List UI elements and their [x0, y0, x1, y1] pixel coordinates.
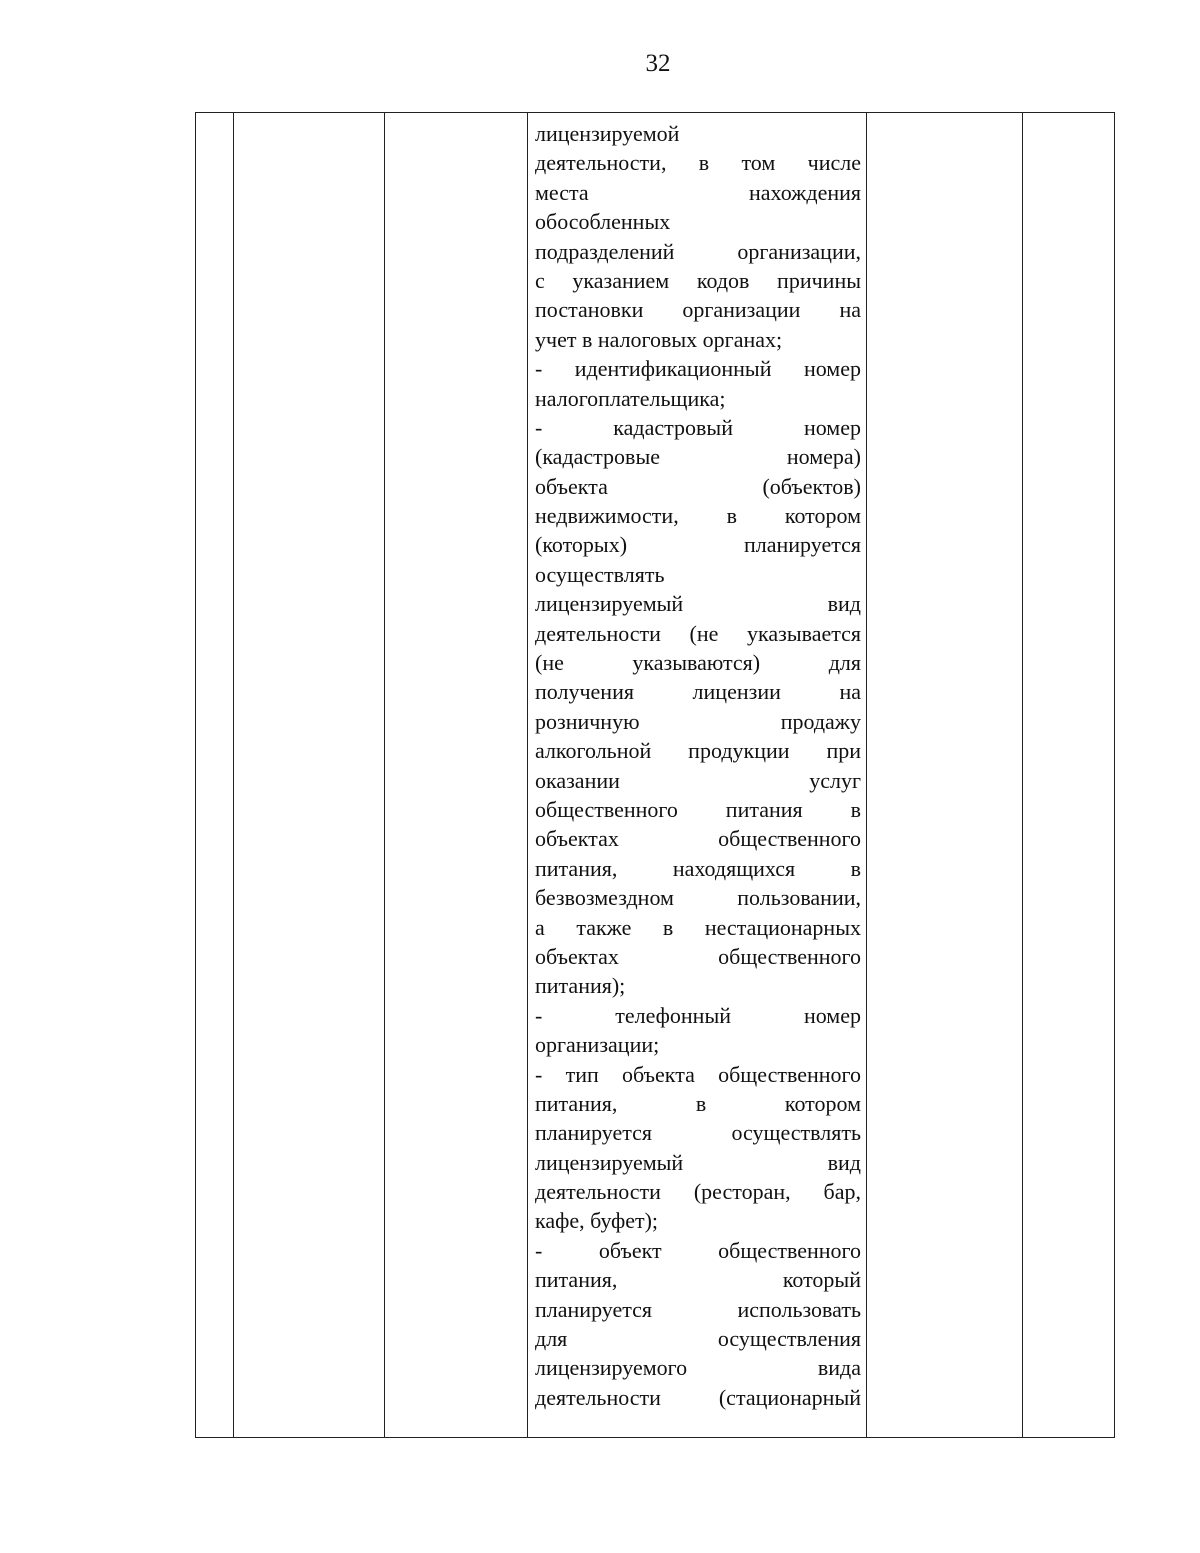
cell-line: безвозмездном пользовании, [535, 885, 861, 911]
cell-line: - идентификационный номер [535, 356, 861, 382]
column-divider-5 [1022, 113, 1023, 1437]
column-divider-3 [527, 113, 528, 1437]
cell-line: лицензируемого вида [535, 1355, 861, 1381]
cell-line: обособленных [535, 209, 671, 235]
cell-line: лицензируемый вид [535, 1149, 861, 1175]
cell-line: недвижимости, в котором [535, 503, 861, 529]
page-number: 32 [645, 50, 671, 77]
cell-line: (которых) планируется [535, 532, 861, 558]
cell-line: деятельности (не указывается [535, 620, 861, 646]
cell-line: питания); [535, 973, 626, 999]
cell-line: общественного питания в [535, 796, 861, 822]
cell-line: лицензируемый вид [535, 591, 861, 617]
cell-line: - кадастровый номер [535, 414, 861, 440]
column-divider-4 [866, 113, 867, 1437]
cell-line: розничную продажу [535, 708, 861, 734]
cell-line: осуществлять [535, 561, 665, 587]
cell-line: лицензируемой [535, 121, 680, 146]
cell-line: учет в налоговых органах; [535, 326, 783, 352]
cell-line: налогоплательщика; [535, 385, 726, 411]
cell-line: деятельности (стационарный [535, 1384, 861, 1410]
cell-line: планируется осуществлять [535, 1120, 861, 1146]
column-divider-2 [384, 113, 385, 1437]
cell-line: алкогольной продукции при [535, 738, 861, 764]
cell-line: объектах общественного [535, 943, 861, 969]
cell-line: объекта (объектов) [535, 473, 861, 499]
cell-line: постановки организации на [535, 297, 861, 323]
cell-line: места нахождения [535, 179, 861, 205]
cell-line: - тип объекта общественного [535, 1061, 861, 1087]
cell-line: деятельности, в том числе [535, 150, 861, 176]
cell-line: деятельности (ресторан, бар, [535, 1179, 861, 1205]
cell-line: - объект общественного [535, 1237, 861, 1263]
column-divider-1 [233, 113, 234, 1437]
cell-line: объектах общественного [535, 826, 861, 852]
cell-line: планируется использовать [535, 1296, 861, 1322]
requirements-cell [535, 119, 861, 1412]
cell-line: - телефонный номер [535, 1002, 861, 1028]
cell-line: для осуществления [535, 1326, 861, 1352]
table [195, 112, 1115, 1438]
cell-line: (не указываются) для [535, 650, 861, 676]
cell-line: питания, который [535, 1267, 861, 1293]
cell-line: с указанием кодов причины [535, 267, 861, 293]
cell-line: получения лицензии на [535, 679, 861, 705]
cell-line: питания, в котором [535, 1090, 861, 1116]
cell-line: (кадастровые номера) [535, 444, 861, 470]
cell-line: а также в нестационарных [535, 914, 861, 940]
cell-line: кафе, буфет); [535, 1208, 659, 1234]
cell-line: организации; [535, 1032, 660, 1058]
cell-line: подразделений организации, [535, 238, 861, 264]
cell-line: питания, находящихся в [535, 855, 861, 881]
cell-line: оказании услуг [535, 767, 861, 793]
